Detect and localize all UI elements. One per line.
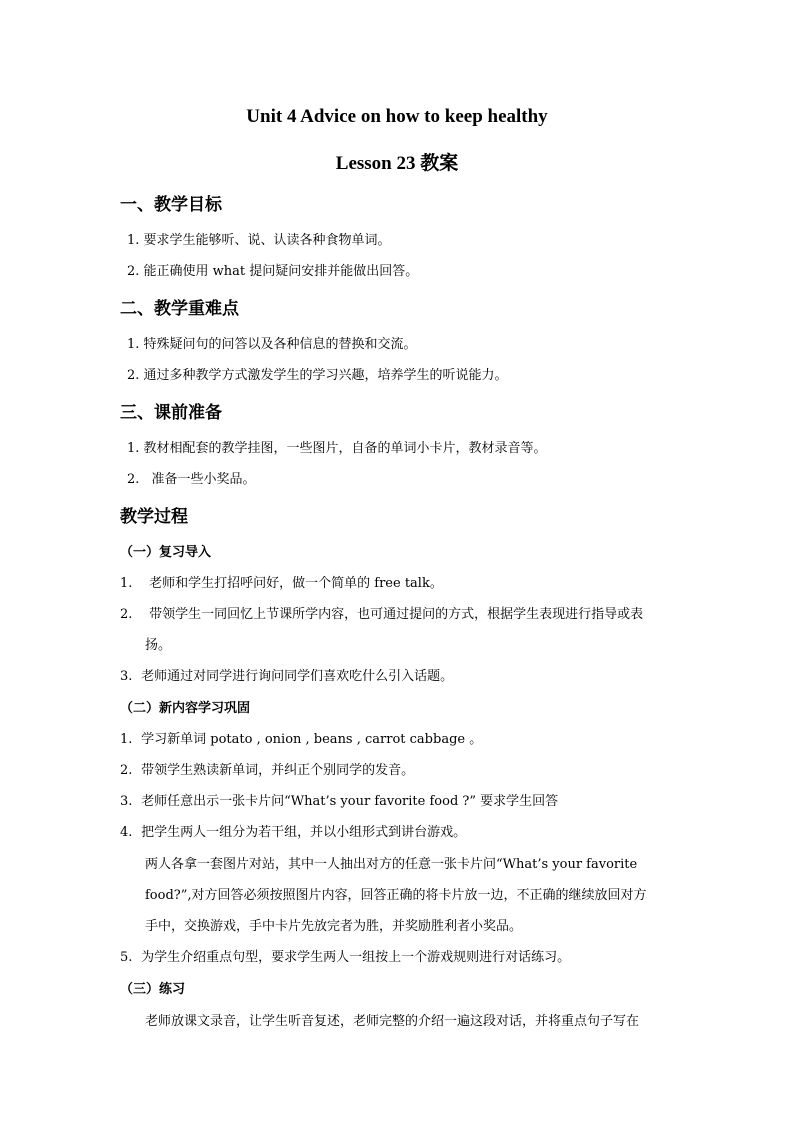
list-item [120,728,482,747]
item-number: 2. [120,607,133,622]
list-item [127,229,391,248]
part2-heading: （二）新内容学习巩固 [120,701,251,716]
item-number: 1. [127,337,140,352]
item-number: 1. [120,732,133,747]
item-text: 特殊疑问句的问答以及各种信息的替换和交流。 [143,337,417,352]
item-number: 3. [120,794,133,809]
part3-heading: （三）练习 [120,982,186,997]
item-text: 为学生介绍重点句型，要求学生两人一组按上一个游戏规则进行对话练习。 [141,950,571,965]
item-text: 老师和学生打招呼问好，做一个简单的 free talk。 [149,576,443,591]
document-subtitle: Lesson 23 教案 [335,153,459,174]
item-number: 1. [127,441,140,456]
item-text: 通过多种教学方式激发学生的学习兴趣，培养学生的听说能力。 [143,368,508,383]
item-text: 老师任意出示一张卡片问“What’s your favorite food ?” 要求学生回答 [141,794,559,809]
list-item [127,333,417,352]
list-item [120,821,466,840]
paragraph-line: 老师放课文录音，让学生听音复述，老师完整的介绍一遍这段对话，并将重点句子写在 [145,1014,640,1029]
paragraph-line: 手中，交换游戏，手中卡片先放完者为胜，并奖励胜利者小奖品。 [145,919,523,934]
list-item [120,665,453,684]
list-item [127,364,508,383]
paragraph-line: 两人各拿一套图片对站，其中一人抽出对方的任意一张卡片问“What’s your favorite [145,857,638,872]
item-number: 2. [127,368,140,383]
list-item [127,260,418,279]
list-item [120,572,443,591]
list-item [127,468,256,487]
item-number: 1. [127,233,140,248]
item-number: 2. [127,264,140,279]
list-item [120,603,643,622]
item-text: 把学生两人一组分为若干组，并以小组形式到讲台游戏。 [141,825,467,840]
item-text: 要求学生能够听、说、认读各种食物单词。 [143,233,391,248]
list-item-continuation: 扬。 [145,638,172,653]
list-item [120,946,570,965]
item-number: 5. [120,950,133,965]
item-text: 老师通过对同学进行询问同学们喜欢吃什么引入话题。 [141,669,454,684]
document-title: Unit 4 Advice on how to keep healthy [246,106,548,127]
item-number: 2. [127,472,140,487]
section-heading-goals: 一、教学目标 [120,195,222,215]
list-item [120,790,558,809]
section-heading-difficulties: 二、教学重难点 [120,299,239,319]
item-number: 4. [120,825,133,840]
part1-heading: （一）复习导入 [120,545,212,560]
item-text: 带领学生熟读新单词，并纠正个别同学的发音。 [141,763,415,778]
item-number: 2. [120,763,133,778]
item-number: 3. [120,669,133,684]
list-item [120,759,414,778]
paragraph-line: food?”,对方回答必须按照图片内容，回答正确的将卡片放一边，不正确的继续放回对方 [145,888,647,903]
item-number: 1. [120,576,133,591]
item-text: 教材相配套的教学挂图，一些图片，自备的单词小卡片，教材录音等。 [143,441,547,456]
process-heading: 教学过程 [120,507,188,527]
item-text: 能正确使用 what 提问疑问安排并能做出回答。 [143,264,419,279]
item-text: 准备一些小奖品。 [151,472,256,487]
section-heading-preparation: 三、课前准备 [120,403,222,423]
item-text: 带领学生一同回忆上节课所学内容，也可通过提问的方式，根据学生表现进行指导或表 [149,607,644,622]
list-item [127,437,547,456]
item-text: 学习新单词 potato , onion , beans , carrot cabbage 。 [141,732,483,747]
